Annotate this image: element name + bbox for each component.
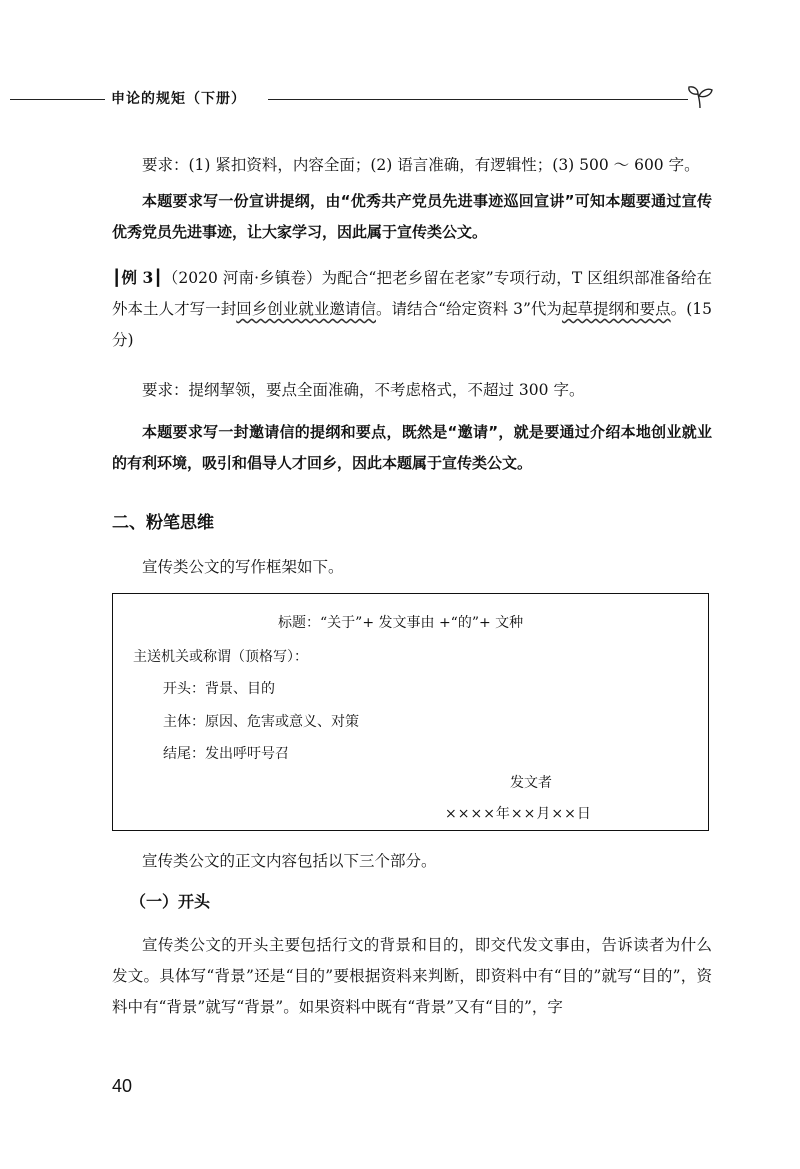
opening-explanation: 宣传类公文的开头主要包括行文的背景和目的，即交代发文事由，告诉读者为什么发文。具体写“背景”还是“目的”要根据资料来判断，即资料中有“目的”就写“目的”，资料中有“背景”就写“背景”。如果资料中既有“背景”又有“目的”，字 bbox=[112, 936, 712, 1016]
subsection-heading: （一）开头 bbox=[130, 892, 211, 911]
example-3-underlined-task: 起草提纲和要点 bbox=[561, 300, 671, 318]
framework-body: 主体：原因、危害或意义、对策 bbox=[163, 714, 359, 730]
writing-framework-box bbox=[112, 593, 709, 831]
requirement-paragraph-2: 要求：提纲挈领，要点全面准确，不考虑格式，不超过 300 字。 bbox=[142, 381, 585, 399]
framework-title-line: 标题：“关于”+ 发文事由 +“的”+ 文种 bbox=[278, 615, 524, 631]
framework-opening: 开头：背景、目的 bbox=[163, 681, 275, 697]
example-3-paragraph bbox=[112, 262, 712, 356]
sprout-icon bbox=[686, 84, 714, 110]
example-3-lead: （2020 河南·乡镇卷）为配合“把老乡留在老家”专项行动，T 区组织部准备给在外本土人才写一封 bbox=[112, 269, 712, 318]
content-parts-intro: 宣传类公文的正文内容包括以下三个部分。 bbox=[142, 852, 437, 870]
header-rule-left bbox=[10, 99, 105, 100]
requirement-paragraph-1: 要求：(1) 紧扣资料，内容全面；(2) 语言准确，有逻辑性；(3) 500 ～ 600 字。 bbox=[142, 156, 700, 174]
framework-date: ××××年××月××日 bbox=[445, 806, 592, 822]
page-number: 40 bbox=[112, 1076, 133, 1096]
analysis-paragraph-1: 本题要求写一份宣讲提纲，由“优秀共产党员先进事迹巡回宣讲”可知本题要通过宣传优秀党员先进事迹，让大家学习，因此属于宣传类公文。 bbox=[112, 192, 712, 241]
example-3-middle: 。请结合“给定资料 3”代为 bbox=[375, 300, 562, 318]
analysis-paragraph-2: 本题要求写一封邀请信的提纲和要点，既然是“邀请”，就是要通过介绍本地创业就业的有利环境，吸引和倡导人才回乡，因此本题属于宣传类公文。 bbox=[112, 423, 712, 472]
running-header bbox=[10, 84, 710, 112]
example-3-label: ┃例 3┃ bbox=[112, 268, 163, 287]
framework-issuer: 发文者 bbox=[510, 775, 552, 791]
framework-ending: 结尾：发出呼吁号召 bbox=[163, 746, 289, 762]
framework-recipient: 主送机关或称谓（顶格写）： bbox=[133, 649, 308, 665]
framework-intro: 宣传类公文的写作框架如下。 bbox=[142, 558, 344, 576]
section-heading: 二、粉笔思维 bbox=[112, 513, 214, 533]
header-rule-right bbox=[268, 99, 688, 100]
example-3-score: 。(15 分) bbox=[112, 300, 712, 349]
book-title: 申论的规矩（下册） bbox=[111, 91, 246, 107]
example-3-underlined-letter: 回乡创业就业邀请信 bbox=[236, 300, 376, 318]
